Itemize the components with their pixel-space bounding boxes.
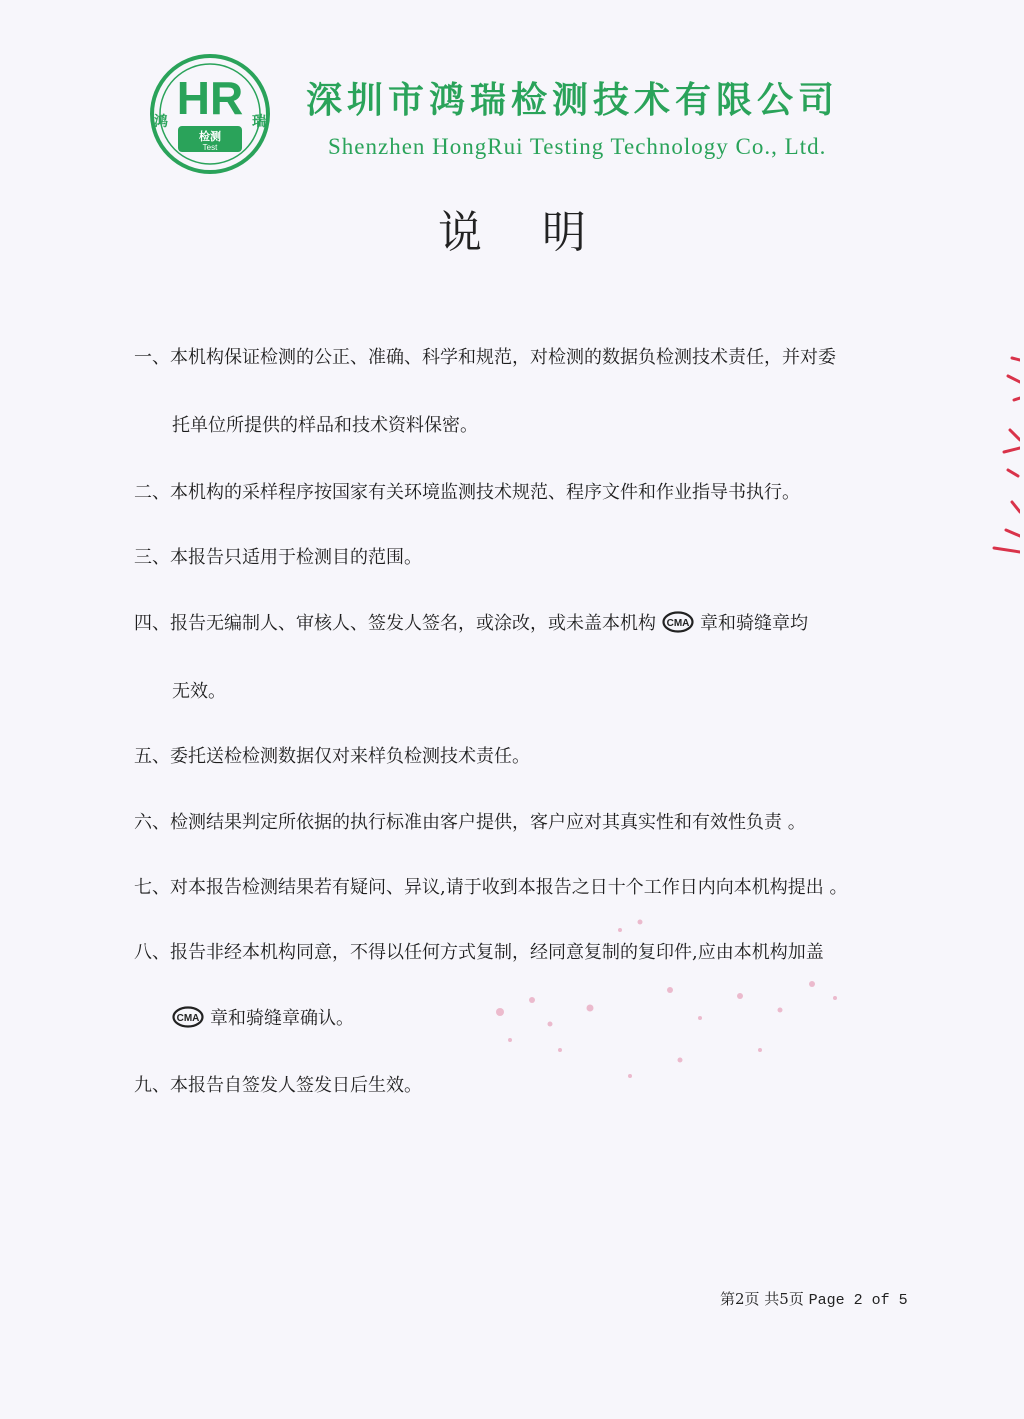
clause-4-continued: 无效。 xyxy=(172,681,226,702)
company-name-en: Shenzhen HongRui Testing Technology Co., Ltd. xyxy=(328,134,827,159)
page-title: 说明 xyxy=(438,207,646,258)
svg-text:HR: HR xyxy=(176,72,244,124)
clause-1 xyxy=(134,346,934,370)
clause-4 xyxy=(134,611,934,636)
clause-text: 检测结果判定所依据的执行标准由客户提供，客户应对其真实性和有效性负责 。 xyxy=(170,812,806,833)
cma-mark-icon xyxy=(172,1006,204,1028)
clause-text: 本机构保证检测的公正、准确、科学和规范，对检测的数据负检测技术责任，并对委 xyxy=(170,347,836,368)
clause-number: 七、 xyxy=(134,877,170,898)
clause-text: 章和骑缝章均 xyxy=(700,613,808,634)
clause-text: 报告无编制人、审核人、签发人签名，或涂改，或未盖本机构 xyxy=(170,613,656,634)
clause-number: 三、 xyxy=(134,547,170,568)
page-number xyxy=(720,1288,908,1309)
svg-text:CMA: CMA xyxy=(666,618,690,629)
clause-text: 对本报告检测结果若有疑问、异议,请于收到本报告之日十个工作日内向本机构提出 。 xyxy=(170,877,848,898)
svg-text:瑞: 瑞 xyxy=(252,114,266,130)
clause-text: 本机构的采样程序按国家有关环境监测技术规范、程序文件和作业指导书执行。 xyxy=(170,482,800,503)
cma-mark-icon xyxy=(662,611,694,633)
hongrui-logo-icon xyxy=(148,52,272,176)
seam-seal-edge-icon xyxy=(990,352,1020,562)
clause-5 xyxy=(134,745,934,769)
clause-number: 六、 xyxy=(134,812,170,833)
clause-number: 四、 xyxy=(134,613,170,634)
company-name-cn: 深圳市鸿瑞检测技术有限公司 xyxy=(306,80,840,121)
clause-text: 章和骑缝章确认。 xyxy=(210,1008,354,1029)
svg-text:检测: 检测 xyxy=(199,130,221,143)
clause-2 xyxy=(134,481,934,505)
clause-number: 一、 xyxy=(134,347,170,368)
svg-text:Test: Test xyxy=(202,143,218,152)
svg-text:鸿: 鸿 xyxy=(154,114,168,130)
clause-3 xyxy=(134,546,934,570)
clause-1-continued: 托单位所提供的样品和技术资料保密。 xyxy=(172,415,478,436)
clause-6 xyxy=(134,811,934,835)
clause-text: 本报告只适用于检测目的范围。 xyxy=(170,547,422,568)
clause-7 xyxy=(134,876,934,900)
clause-text: 委托送检检测数据仅对来样负检测技术责任。 xyxy=(170,746,530,767)
clause-number: 五、 xyxy=(134,746,170,767)
clause-text: 报告非经本机构同意，不得以任何方式复制，经同意复制的复印件,应由本机构加盖 xyxy=(170,942,824,963)
ink-speckle-icon xyxy=(440,900,860,1100)
page-number-cn: 第2页 共5页 xyxy=(720,1290,804,1308)
clause-number: 九、 xyxy=(134,1075,170,1096)
clause-text: 本报告自签发人签发日后生效。 xyxy=(170,1075,422,1096)
clause-number: 八、 xyxy=(134,942,170,963)
clause-number: 二、 xyxy=(134,482,170,503)
svg-text:CMA: CMA xyxy=(176,1013,200,1024)
page-number-en: Page 2 of 5 xyxy=(808,1292,908,1309)
clause-8-continued xyxy=(172,1006,354,1031)
